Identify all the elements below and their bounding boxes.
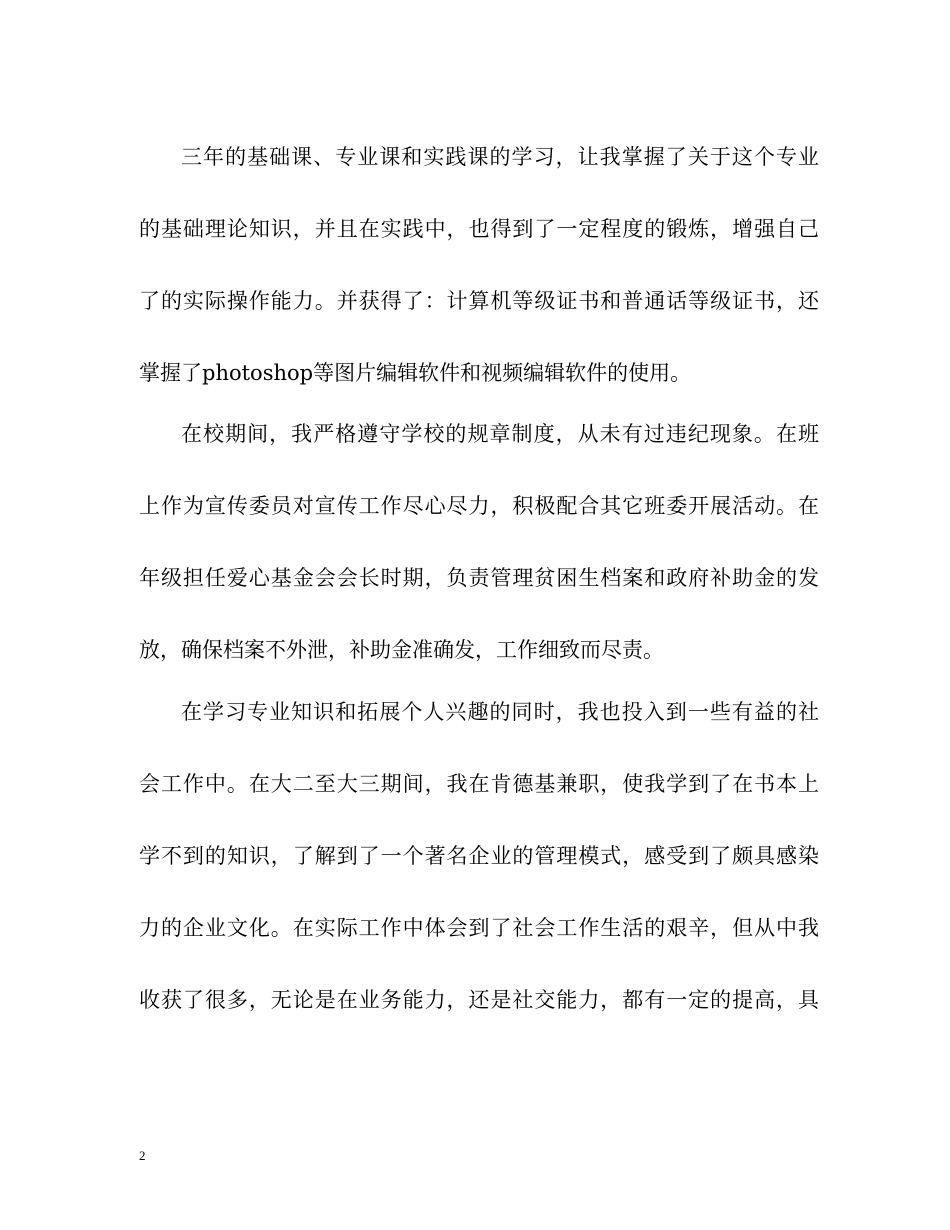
paragraph-3-line-1: 在学习专业知识和拓展个人兴趣的同时，我也投入到一些有益的社 <box>181 700 819 724</box>
paragraph-1-line-2: 的基础理论知识，并且在实践中，也得到了一定程度的锻炼，增强自己 <box>139 217 819 241</box>
paragraph-2-line-4: 放，确保档案不外泄，补助金准确发，工作细致而尽责。 <box>139 638 664 662</box>
paragraph-2-line-3: 年级担任爱心基金会会长时期，负责管理贫困生档案和政府补助金的发 <box>139 566 819 590</box>
paragraph-3-line-5: 收获了很多，无论是在业务能力，还是社交能力，都有一定的提高，具 <box>139 988 819 1012</box>
paragraph-3-line-2: 会工作中。在大二至大三期间，我在肯德基兼职，使我学到了在书本上 <box>139 772 819 796</box>
paragraph-1-line-3: 了的实际操作能力。并获得了：计算机等级证书和普通话等级证书，还 <box>139 289 819 313</box>
paragraph-3-line-4: 力的企业文化。在实际工作中体会到了社会工作生活的艰辛，但从中我 <box>139 916 819 940</box>
page-number: 2 <box>139 1148 146 1163</box>
paragraph-3-line-3: 学不到的知识，了解到了一个著名企业的管理模式，感受到了颇具感染 <box>139 844 819 868</box>
paragraph-2-line-2: 上作为宣传委员对宣传工作尽心尽力，积极配合其它班委开展活动。在 <box>139 494 819 518</box>
paragraph-2-line-1: 在校期间，我严格遵守学校的规章制度，从未有过违纪现象。在班 <box>181 422 819 446</box>
paragraph-1-line-1: 三年的基础课、专业课和实践课的学习，让我掌握了关于这个专业 <box>181 145 819 169</box>
paragraph-1-line-4: 掌握了photoshop等图片编辑软件和视频编辑软件的使用。 <box>139 361 692 385</box>
